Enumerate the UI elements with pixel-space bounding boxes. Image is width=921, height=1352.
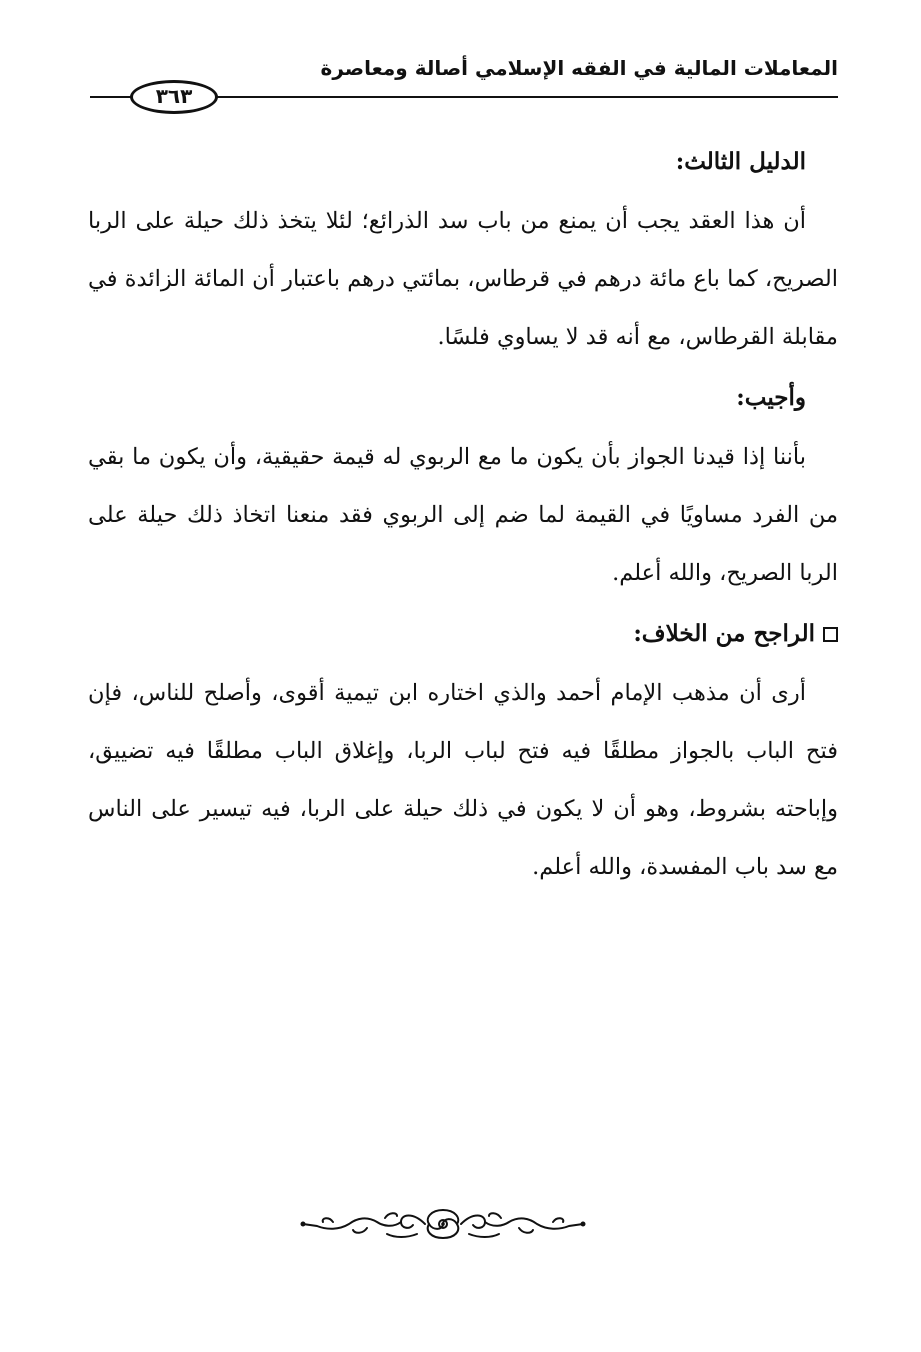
heading-third-evidence: الدليل الثالث:	[675, 148, 806, 175]
checkbox-square-icon	[823, 627, 838, 642]
decorative-flourish-icon	[297, 1204, 589, 1244]
running-title: المعاملات المالية في الفقه الإسلامي أصالة ومعاصرة	[320, 56, 838, 80]
paragraph-third-evidence: أن هذا العقد يجب أن يمنع من باب سد الذرائع؛ لئلا يتخذ ذلك حيلة على الربا الصريح، كما باع مائة درهم في قرطاس، بمائتي درهم باعتبار أن المائة الزائدة في مقابلة القرطاس، مع أنه قد لا يساوي فلسًا.	[88, 208, 838, 350]
running-header	[90, 54, 838, 114]
heading-preferred-view-label: الراجح من الخلاف:	[633, 620, 815, 647]
paragraph-preferred-view: أرى أن مذهب الإمام أحمد والذي اختاره ابن تيمية أقوى، وأصلح للناس، فإن فتح الباب بالجواز مطلقًا فيه فتح لباب الربا، وإغلاق الباب مطلقًا فيه تضييق، وإباحته بشروط، وهو أن لا يكون في ذلك حيلة على الربا، فيه تيسير على الناس مع سد باب المفسدة، والله أعلم.	[88, 680, 838, 880]
heading-preferred-view	[88, 614, 838, 654]
page-body	[88, 142, 838, 896]
page-number: ٣٦٣	[130, 80, 218, 114]
heading-reply: وأجيب:	[736, 384, 806, 411]
paragraph-reply: بأننا إذا قيدنا الجواز بأن يكون ما مع الربوي له قيمة حقيقية، وأن يكون ما بقي من الفرد مساويًا في القيمة لما ضم إلى الربوي فقد منعنا اتخاذ ذلك حيلة على الربا الصريح، والله أعلم.	[88, 444, 838, 586]
